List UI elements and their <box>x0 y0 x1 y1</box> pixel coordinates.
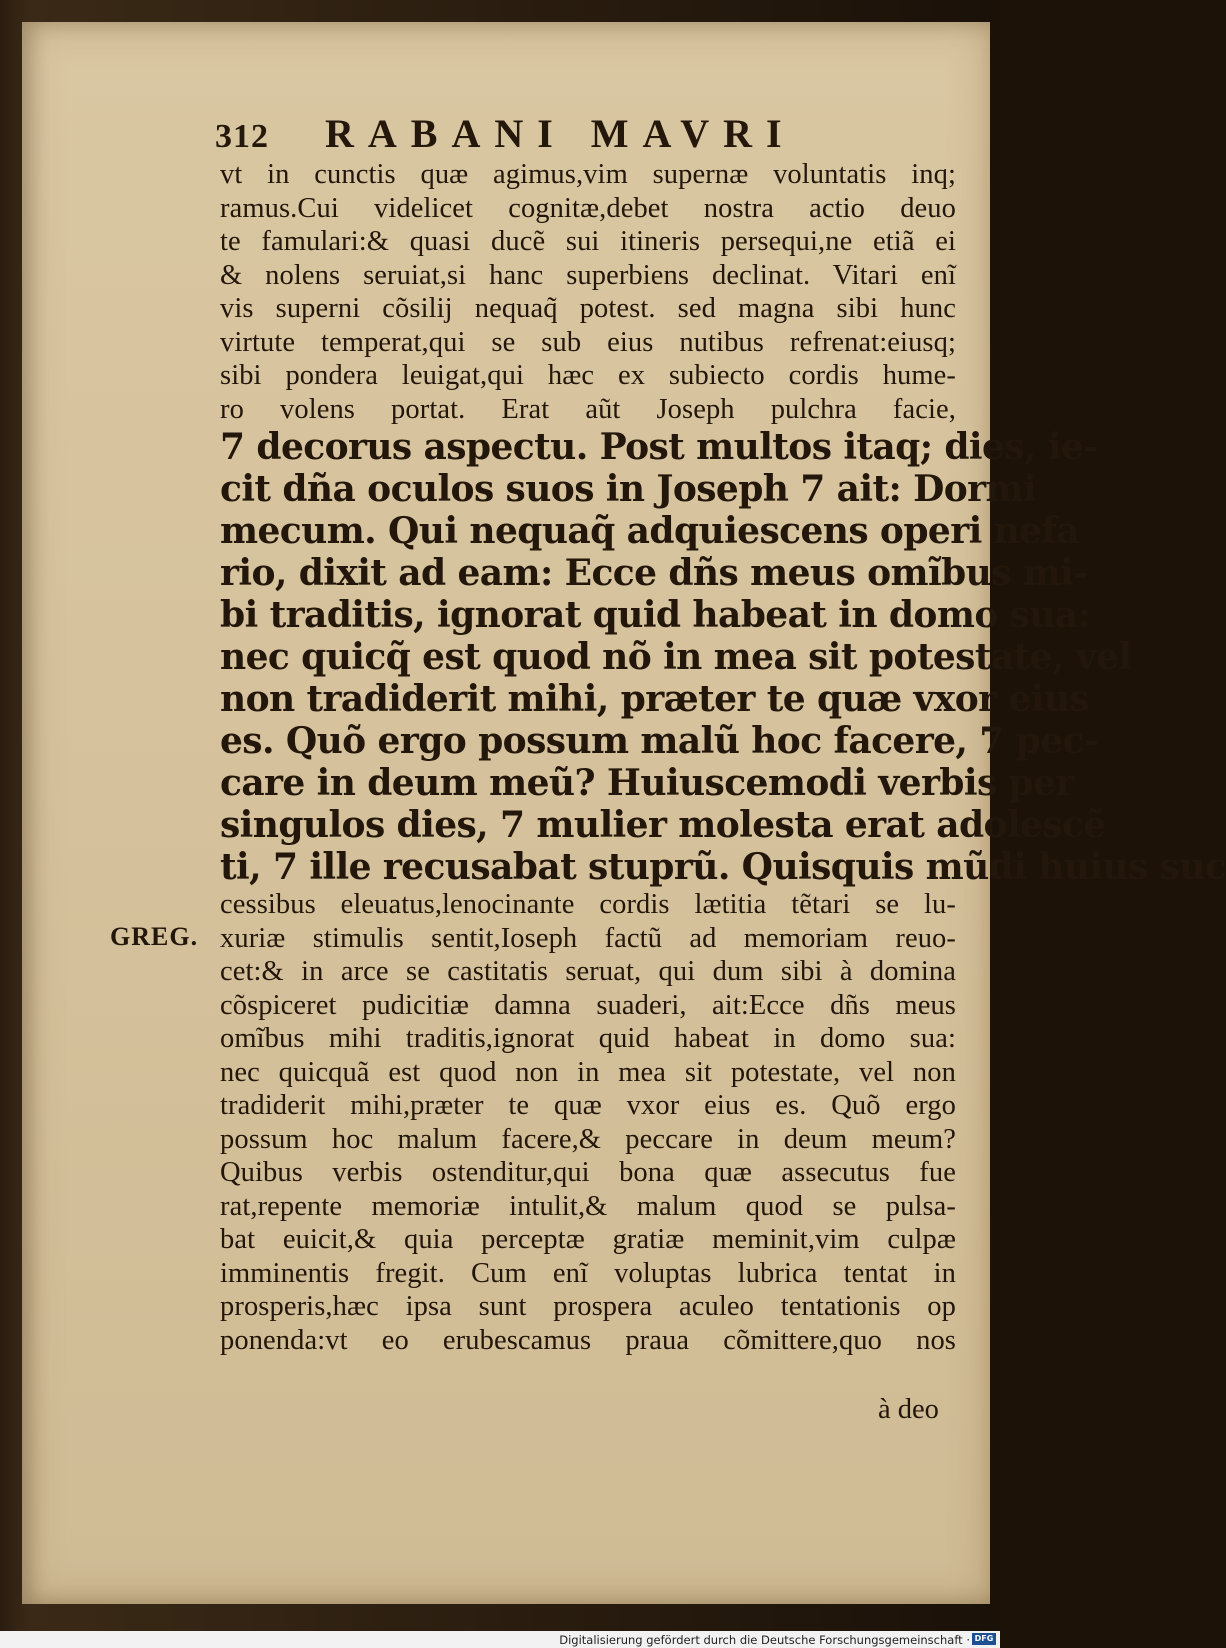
text-line: 7 decorus aspectu. Post multos itaq; dies, ie- <box>220 426 1098 468</box>
text-line: virtute temperat,qui se sub eius nutibus refrenat:eiusq; <box>220 326 956 358</box>
page-number: 312 <box>215 118 269 155</box>
text-line: imminentis fregit. Cum enĩ voluptas lubrica tentat in <box>220 1257 956 1289</box>
body-text <box>220 158 1226 1357</box>
text-line: bi traditis, ignorat quid habeat in domo sua: <box>220 594 1091 636</box>
text-line: cit dña oculos suos in Joseph 7 ait: Dormi <box>220 468 1037 510</box>
text-line: Quibus verbis ostenditur,qui bona quæ assecutus fue <box>220 1157 956 1188</box>
text-line: rat,repente memoriæ intulit,& malum quod se pulsa- <box>220 1190 956 1222</box>
text-line: possum hoc malum facere,& peccare in deum meum? <box>220 1123 956 1155</box>
dfg-logo: DFG <box>972 1633 996 1645</box>
catchword: à deo <box>878 1394 939 1425</box>
text-line: bat euicit,& quia perceptæ gratiæ meminit,vim culpæ <box>220 1224 956 1255</box>
text-line: tradiderit mihi,præter te quæ vxor eius es. Quõ ergo <box>220 1090 956 1121</box>
text-line: prosperis,hæc ipsa sunt prospera aculeo tentationis op <box>220 1291 956 1322</box>
text-line: vt in cunctis quæ agimus,vim supernæ voluntatis inq; <box>220 159 956 190</box>
text-line: cõspiceret pudicitiæ damna suaderi, ait:Ecce dñs meus <box>220 989 956 1021</box>
text-line: ramus.Cui videlicet cognitæ,debet nostra actio deuo <box>220 192 956 224</box>
text-line: ti, 7 ille recusabat stuprũ. Quisquis mũdi huius suc <box>220 846 1226 888</box>
text-line: nec quicq̃ est quod nõ in mea sit potestate, vel <box>220 636 1132 678</box>
text-line: non tradiderit mihi, præter te quæ vxor eius <box>220 678 1090 720</box>
text-line: rio, dixit ad eam: Ecce dñs meus omĩbus mi- <box>220 552 1088 594</box>
text-line: xuriæ stimulis sentit,Ioseph factũ ad memoriam reuo- <box>220 922 956 954</box>
text-line: mecum. Qui nequaq̃ adquiescens operi nefa <box>220 510 1080 552</box>
text-line: singulos dies, 7 mulier molesta erat adolescẽ <box>220 804 1106 846</box>
text-line: es. Quõ ergo possum malũ hoc facere, 7 pec- <box>220 720 1099 762</box>
text-line: & nolens seruiat,si hanc superbiens declinat. Vitari enĩ <box>220 259 956 291</box>
text-line: vis superni cõsilij nequaq̃ potest. sed magna sibi hunc <box>220 293 956 324</box>
text-line: cet:& in arce se castitatis seruat, qui dum sibi à domina <box>220 956 956 987</box>
text-line: nec quicquã est quod non in mea sit potestate, vel non <box>220 1056 956 1088</box>
text-line: ro volens portat. Erat aũt Joseph pulchra facie, <box>220 393 956 425</box>
margin-note: GREG. <box>110 922 199 951</box>
text-line: ponenda:vt eo erubescamus praua cõmittere,quo nos <box>220 1324 956 1356</box>
text-line: sibi pondera leuigat,qui hæc ex subiecto cordis hume- <box>220 360 956 391</box>
text-line: care in deum meũ? Huiuscemodi verbis per <box>220 762 1074 804</box>
running-head: RABANI MAVRI <box>325 111 796 156</box>
text-line: omĩbus mihi traditis,ignorat quid habeat in domo sua: <box>220 1023 956 1054</box>
text-line: te famulari:& quasi ducẽ sui itineris persequi,ne etiã ei <box>220 226 956 257</box>
text-line: cessibus eleuatus,lenocinante cordis lætitia tẽtari se lu- <box>220 889 956 920</box>
footer-credit: Digitalisierung gefördert durch die Deutsche Forschungsgemeinschaft · <box>559 1633 970 1647</box>
page-header <box>215 110 955 154</box>
